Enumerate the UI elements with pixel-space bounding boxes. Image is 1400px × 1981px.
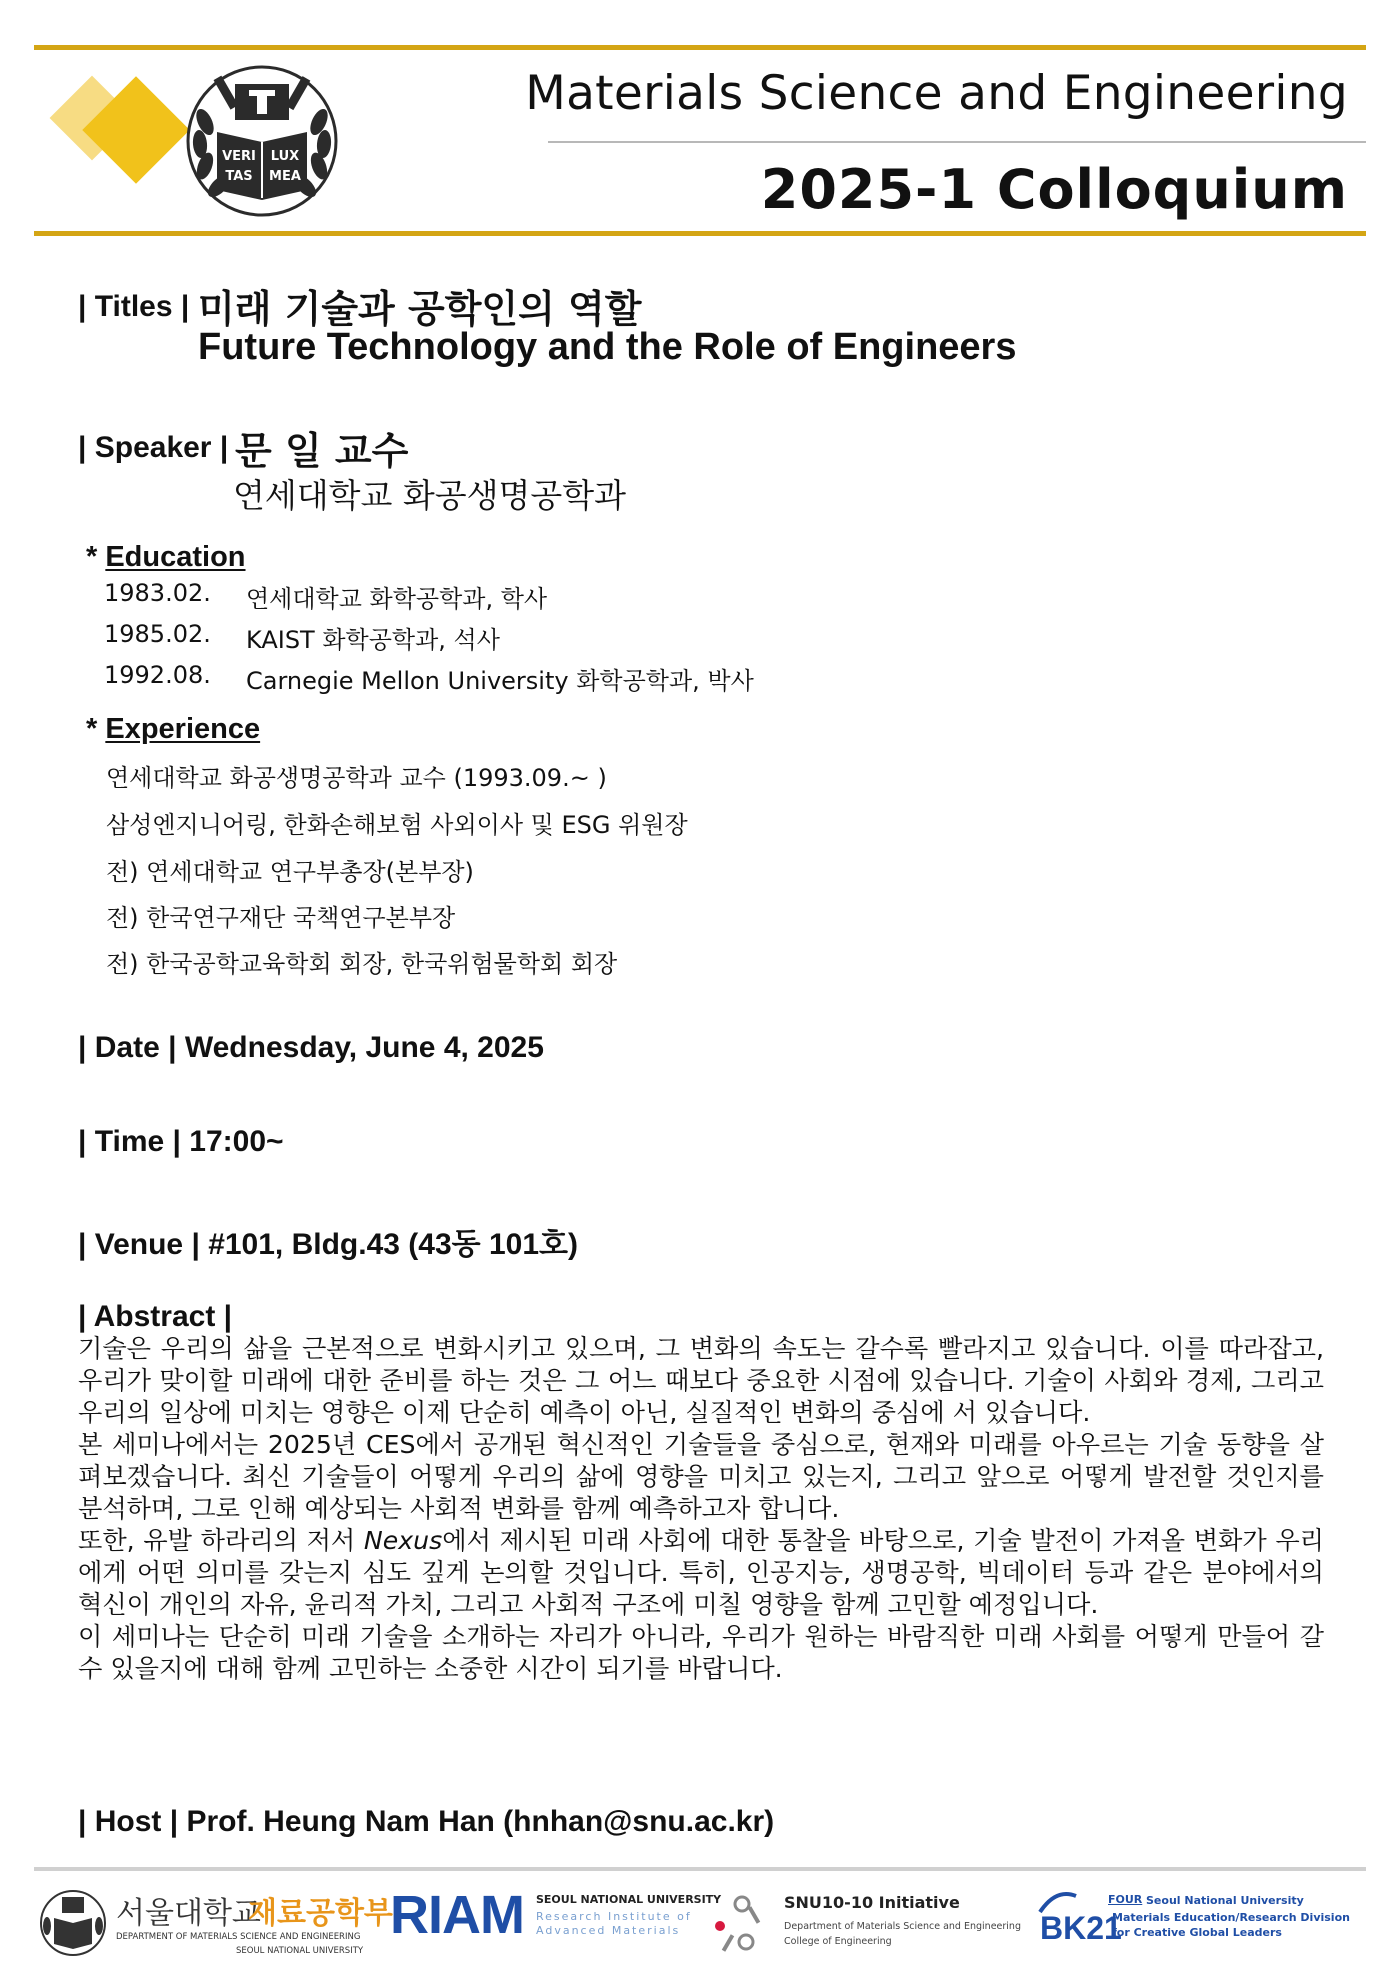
footer-snu1010-college: College of Engineering	[784, 1936, 892, 1947]
header-middle-rule	[548, 141, 1366, 143]
date-label: Date	[94, 1031, 160, 1064]
footer-bk21-four: FOUR	[1108, 1893, 1143, 1906]
abstract-paragraph-4: 이 세미나는 단순히 미래 기술을 소개하는 자리가 아니라, 우리가 원하는 바람직한 미래 사회를 어떻게 만들어 갈 수 있을지에 대해 함께 고민하는 소중한 시간이 되기를 바랍니다.	[78, 1622, 1324, 1683]
header-top-rule	[34, 45, 1366, 50]
footer-snu-dept: 재료공학부	[248, 1896, 393, 1931]
experience-heading: * Experience	[86, 713, 261, 745]
decorative-diamonds	[40, 70, 190, 190]
footer-bk21-line1: Seoul National University	[1146, 1894, 1304, 1907]
footer-bk21-line2: Materials Education/Research Division	[1112, 1911, 1350, 1924]
experience-item-4: 전) 한국연구재단 국책연구본부장	[106, 904, 456, 932]
experience-item-5: 전) 한국공학교육학회 회장, 한국위험물학회 회장	[106, 950, 618, 978]
education-date-3: 1992.08.	[104, 661, 211, 689]
title-english: Future Technology and the Role of Engineers	[198, 326, 1017, 368]
abstract-paragraph-2: 본 세미나에서는 2025년 CES에서 공개된 혁신적인 기술들을 중심으로, 현재와 미래를 아우르는 기술 동향을 살펴보겠습니다. 최신 기술들이 어떻게 우리의 삶에 영향을 미치고 있는지, 그리고 앞으로 어떻게 발전할 것인지를 분석하며, 그로 인해 예상되는 사회적 변화를 함께 예측하고자 합니다.	[78, 1430, 1324, 1523]
footer-snu-dept-en: DEPARTMENT OF MATERIALS SCIENCE AND ENGINEERING	[116, 1932, 361, 1942]
titles-label: | Titles |	[78, 290, 190, 323]
abstract-p3-pre: 또한, 유발 하라리의 저서	[78, 1526, 364, 1555]
experience-item-1: 연세대학교 화공생명공학과 교수 (1993.09.~ )	[106, 764, 607, 792]
education-item-2: KAIST 화학공학과, 석사	[246, 626, 500, 654]
date-line: | Date | Wednesday, June 4, 2025	[78, 1031, 544, 1064]
venue-value: #101, Bldg.43 (43동 101호)	[208, 1228, 578, 1261]
footer-riam-line1: Research Institute of	[536, 1910, 692, 1923]
speaker-label: | Speaker |	[78, 431, 229, 464]
venue-line: | Venue | #101, Bldg.43 (43동 101호)	[78, 1228, 578, 1261]
department-title: Materials Science and Engineering	[525, 66, 1348, 121]
venue-label: Venue	[94, 1228, 184, 1261]
host-value: Prof. Heung Nam Han (hnhan@snu.ac.kr)	[186, 1805, 775, 1838]
experience-heading-text: Experience	[105, 713, 261, 745]
footer-snu1010-dept: Department of Materials Science and Engineering	[784, 1921, 1021, 1932]
titles-label-text: Titles	[94, 290, 173, 323]
speaker-name: 문 일 교수	[235, 429, 409, 473]
experience-item-3: 전) 연세대학교 연구부총장(본부장)	[106, 858, 474, 886]
abstract-label: | Abstract |	[78, 1300, 233, 1333]
emblem-motto-4: MEA	[269, 169, 301, 184]
time-label: Time	[94, 1125, 165, 1158]
abstract-paragraph-3	[78, 1525, 1324, 1621]
time-value: 17:00~	[189, 1125, 284, 1158]
experience-item-2: 삼성엔지니어링, 한화손해보험 사외이사 및 ESG 위원장	[106, 811, 688, 839]
speaker-label-text: Speaker	[94, 431, 212, 464]
footer-snu-univ-en: SEOUL NATIONAL UNIVERSITY	[236, 1946, 364, 1956]
education-heading-text: Education	[105, 541, 246, 573]
footer-snu-emblem	[38, 1888, 108, 1958]
abstract-paragraph-1: 기술은 우리의 삶을 근본적으로 변화시키고 있으며, 그 변화의 속도는 갈수록 빨라지고 있습니다. 이를 따라잡고, 우리가 맞이할 미래에 대한 준비를 하는 것은 그 어느 때보다 중요한 시점에 있습니다. 기술이 사회와 경제, 그리고 우리의 일상에 미치는 영향은 이제 단순히 예측이 아닌, 실질적인 변화의 중심에 서 있습니다.	[78, 1334, 1324, 1427]
education-heading: * Education	[86, 541, 246, 573]
colloquium-title: 2025-1 Colloquium	[760, 158, 1348, 221]
title-korean: 미래 기술과 공학인의 역할	[198, 287, 642, 331]
header-bottom-rule	[34, 231, 1366, 236]
emblem-motto-1: VERI	[222, 149, 256, 164]
footer-riam-logo: RIAM	[390, 1885, 524, 1945]
footer-bk21-logo: BK21	[1040, 1910, 1122, 1946]
host-label: Host	[94, 1805, 162, 1838]
footer-snu-name: 서울대학교	[116, 1896, 261, 1931]
education-date-1: 1983.02.	[104, 579, 211, 607]
footer-bk21-line3: for Creative Global Leaders	[1112, 1926, 1282, 1939]
host-line: | Host | Prof. Heung Nam Han (hnhan@snu.ac.kr)	[78, 1805, 775, 1838]
speaker-affiliation: 연세대학교 화공생명공학과	[233, 476, 627, 515]
snu-emblem-logo	[183, 62, 341, 220]
footer-snu1010-mark	[708, 1890, 774, 1956]
emblem-motto-2: LUX	[270, 149, 300, 164]
time-line: | Time | 17:00~	[78, 1125, 284, 1158]
abstract-book-title: Nexus	[363, 1526, 443, 1555]
footer-riam-univ: SEOUL NATIONAL UNIVERSITY	[536, 1893, 722, 1906]
footer-rule	[34, 1867, 1366, 1871]
date-value: Wednesday, June 4, 2025	[184, 1031, 544, 1064]
abstract-body	[78, 1333, 1324, 1685]
education-item-3: Carnegie Mellon University 화학공학과, 박사	[246, 667, 754, 695]
abstract-label-text: Abstract	[93, 1300, 216, 1333]
education-item-1: 연세대학교 화학공학과, 학사	[246, 585, 548, 613]
abstract-p3-post: 에서 제시된 미래 사회에 대한 통찰을 바탕으로, 기술 발전이 가져올 변화가 우리에게 어떤 의미를 갖는지 심도 깊게 논의할 것입니다. 특히, 인공지능, 생명공학, 빅데이터 등과 같은 분야에서의 혁신이 개인의 자유, 윤리적 가치, 그리고 사회적 구조에 미칠 영향을 함께 고민할 예정입니다.	[78, 1526, 1324, 1619]
emblem-motto-3: TAS	[225, 169, 253, 184]
education-date-2: 1985.02.	[104, 620, 211, 648]
footer-snu1010-title: SNU10-10 Initiative	[784, 1893, 960, 1912]
footer-riam-line2: Advanced Materials	[536, 1924, 681, 1937]
